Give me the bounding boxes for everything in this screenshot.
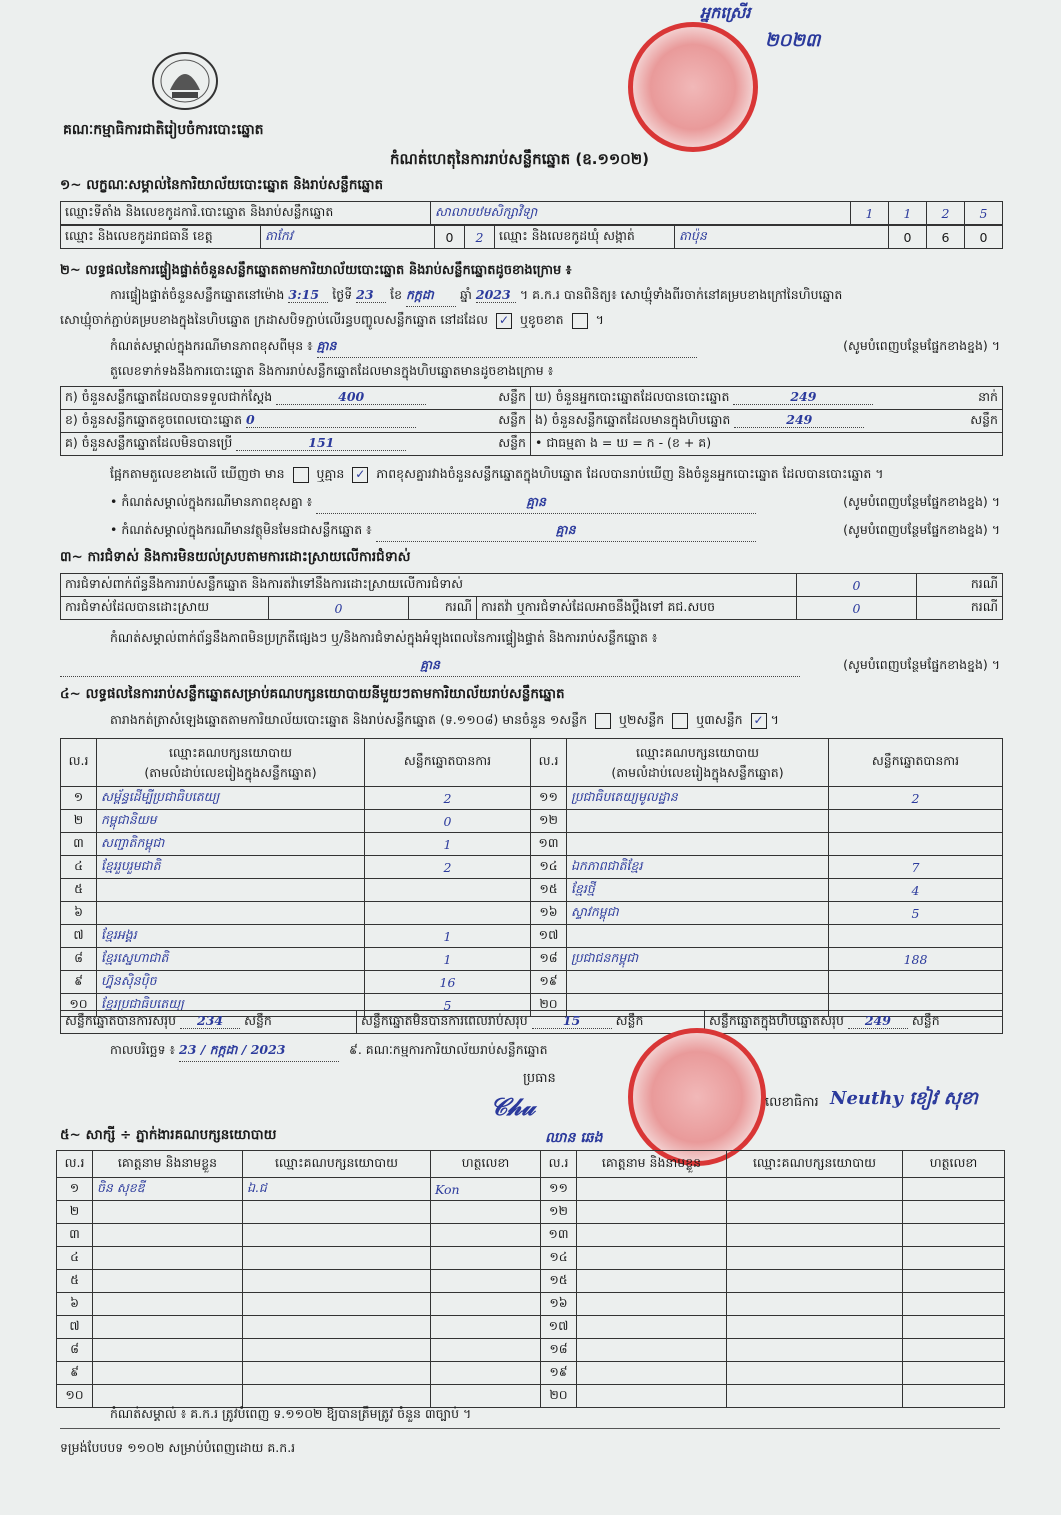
table-cell: គ) ចំនួនសន្លឹកឆ្នោតដែលមិនបានប្រើ 151 សន្លឹក [61,433,531,456]
table-cell [727,1201,903,1224]
commune-value: តាប៉ុន [675,226,889,249]
footnote: កំណត់សម្គាល់ ៖ គ.ក.រ ត្រូវបំពេញ ទ.១១០២ ឱ្យបានត្រឹមត្រូវ ចំនួន ៣ច្បាប់ ។ [110,1406,472,1421]
table-cell: ឯកភាពជាតិខ្មែរ [567,856,829,879]
table-cell: ខ្មែររួបរួមជាតិ [97,856,365,879]
table-cell [93,1362,243,1385]
table-cell: ១៨ [541,1339,577,1362]
col-no: ល.រ [61,739,97,787]
table-cell [577,1247,727,1270]
station-name-label: ឈ្មោះទីតាំង និងលេខកូដការិ.បោះឆ្នោត និងរាប់សន្លឹកឆ្នោត [61,202,431,225]
section5-title: ៥~ សាក្សី ÷ ភ្នាក់ងារគណបក្សនយោបាយ [60,1127,277,1143]
table-row [61,948,1003,971]
appeal-value: 0 [797,597,917,620]
complaints-label: ការជំទាស់ពាក់ព័ន្ធនឹងការរាប់សន្លឹកឆ្នោត និងការតវ៉ាទៅនឹងការដោះស្រាយលើការជំទាស់ [61,574,797,597]
table-cell [431,1385,541,1408]
table-cell [727,1339,903,1362]
table-cell: ១ [57,1178,93,1201]
table-cell: ខ) ចំនួនសន្លឹកឆ្នោតខូចពេលបោះឆ្នោត 0 សន្លឹក [61,410,531,433]
voters-value: 249 [733,389,873,405]
table-cell [243,1224,431,1247]
date-line: កាលបរិច្ឆេទ ៖ 23 / កក្កដា / 2023 ៩. គណៈកម្មការការិយាល័យរាប់សន្លឹកឆ្នោត [110,1042,548,1062]
table-row [61,925,1003,948]
witnesses-table [56,1150,1005,1408]
table-cell [93,1316,243,1339]
table-cell: ១១ [541,1178,577,1201]
table-cell: ករណី [917,597,1003,620]
col-sign: ហត្ថលេខា [903,1151,1005,1178]
table-cell: កម្ពុជានិយម [97,810,365,833]
table-cell [727,1293,903,1316]
verification-month: កក្កដា [406,287,456,307]
col-no: ល.រ [57,1151,93,1178]
table-row [57,1339,1005,1362]
station-code-digit: 1 [889,202,927,225]
table-row [57,1178,1005,1201]
section3-note-line: គ្មាន (សូមបំពេញបន្ថែមផ្នែកខាងខ្នង) ។ [60,657,1000,677]
table-cell: ៤ [61,856,97,879]
table-cell [431,1293,541,1316]
table-cell [567,971,829,994]
table-cell: សន្លឹកឆ្នោតបានការសរុប 234 សន្លឹក [61,1011,357,1034]
total-invalid-value: 15 [532,1013,612,1029]
table-cell: ១០ [57,1385,93,1408]
table-cell: ៤ [57,1247,93,1270]
table-cell [577,1316,727,1339]
table-cell: 1 [365,925,531,948]
verification-year: 2023 [476,287,516,303]
table-cell: ៧ [61,925,97,948]
tally-sheets-line: តារាងកត់ត្រាសំឡេងឆ្នោតតាមការិយាល័យបោះឆ្នោត និងរាប់សន្លឹកឆ្នោត (ទ.១១០៨) មានចំនួន ១សន្លឹក ឬ២សន្លឹក ឬ៣សន្លឹក ✓ ។ [110,712,779,727]
table-row [61,833,1003,856]
table-cell: សញ្ជាតិកម្ពុជា [97,833,365,856]
section3-title: ៣~ ការជំទាស់ និងការមិនយល់ស្របតាមការដោះស្រាយលើការជំទាស់ [60,549,411,565]
table-row [57,1385,1005,1408]
table-cell [577,1293,727,1316]
complaints-value: 0 [797,574,917,597]
station-identity-table [60,201,1003,225]
section3-note-label: កំណត់សម្គាល់ពាក់ព័ន្ធនឹងភាពមិនប្រក្រតីផ្សេងៗ ឬ/និងការជំទាស់ក្នុងអំឡុងពេលនៃការផ្ទៀងផ្ទាត់ និងការរាប់សន្លឹកឆ្នោត ៖ [110,630,658,645]
table-cell: ១៤ [541,1247,577,1270]
section1-title: ១~ លក្ខណៈសម្គាល់នៃការិយាល័យបោះឆ្នោត និងរាប់សន្លឹកឆ្នោត [60,177,384,193]
province-code-digit: 0 [435,226,465,249]
col-party: ឈ្មោះគណបក្សនយោបាយ (តាមលំដាប់លេខរៀងក្នុងសន្លឹកឆ្នោត) [97,739,365,787]
table-cell [577,1339,727,1362]
handwritten-date: ២០២៣ [765,30,821,51]
col-no: ល.រ [531,739,567,787]
col-sign: ហត្ថលេខា [431,1151,541,1178]
table-cell: ២០ [541,1385,577,1408]
table-cell [577,1362,727,1385]
table-cell: 2 [365,856,531,879]
table-cell: 1 [365,833,531,856]
table-cell: 2 [829,787,1003,810]
verification-time: 3:15 [288,287,328,303]
table-cell: ៥ [57,1270,93,1293]
table-cell: ង) ចំនួនសន្លឹកឆ្នោតដែលមានក្នុងហិបឆ្នោត 249 សន្លឹក [531,410,1003,433]
chair-label: ប្រធាន [523,1071,556,1086]
emblem-logo [150,50,220,112]
table-cell: ១៤ [531,856,567,879]
handwritten-note: អ្នកស្រើរ [700,3,751,22]
table-cell: ១៦ [531,902,567,925]
section4-title: ៤~ លទ្ធផលនៃការរាប់សន្លឹកឆ្នោតសម្រាប់គណបក្សនយោបាយនីមួយៗតាមការិយាល័យរាប់សន្លឹកឆ្នោត [60,686,565,702]
commune-code-digit: 6 [927,226,965,249]
has-difference-checkbox[interactable] [293,467,309,483]
verification-day: 23 [356,287,386,303]
totals-table [60,1010,1003,1034]
table-cell: ខ្មែរប្រជាធិបតេយ្យ [97,994,365,1017]
table-row [57,1293,1005,1316]
figures-intro: តួលេខទាក់ទងនឹងការបោះឆ្នោត និងការរាប់សន្លឹកឆ្នោតដែលមានក្នុងហិបឆ្នោតមានដូចខាងក្រោម ៖ [110,363,554,378]
table-cell: ១៦ [541,1293,577,1316]
commune-label: ឈ្មោះ និងលេខកូដឃុំ សង្កាត់ [495,226,675,249]
total-valid-value: 234 [180,1013,240,1029]
table-row [61,810,1003,833]
table-cell: ១៣ [531,833,567,856]
table-cell [93,1270,243,1293]
table-cell: Kon [431,1178,541,1201]
table-cell: សន្លឹកឆ្នោតមិនបានការពេលរាប់សរុប 15 សន្លឹក [357,1011,705,1034]
appeal-label: ការតវ៉ា ឬការជំទាស់ដែលអាចនឹងប្តឹងទៅ គជ.សបច [477,597,797,620]
table-cell [93,1201,243,1224]
table-cell [727,1385,903,1408]
col-name: គោត្តនាម និងនាមខ្លួន [577,1151,727,1178]
note1-value: គ្មាន [317,338,697,358]
total-box-value: 249 [848,1013,908,1029]
table-row [57,1247,1005,1270]
station-code-digit: 2 [927,202,965,225]
table-cell [903,1339,1005,1362]
note2-value: គ្មាន [316,494,756,514]
table-cell: ១៣ [541,1224,577,1247]
table-cell [365,902,531,925]
commune-code-digit: 0 [889,226,927,249]
table-cell [243,1316,431,1339]
table-cell [431,1339,541,1362]
table-cell [243,1293,431,1316]
table-cell [577,1201,727,1224]
table-cell [243,1247,431,1270]
table-cell [727,1270,903,1293]
table-cell: ឯ.ជ [243,1178,431,1201]
province-value: តាកែវ [261,226,435,249]
table-cell [903,1224,1005,1247]
table-row [57,1362,1005,1385]
table-cell: ៨ [61,948,97,971]
table-cell [567,810,829,833]
date-value: 23 / កក្កដា / 2023 [179,1042,339,1062]
table-cell [903,1316,1005,1339]
table-cell [829,925,1003,948]
party-results-table [60,738,1003,1017]
table-cell [243,1201,431,1224]
table-cell: ខ្មែរថ្មី [567,879,829,902]
table-cell [567,833,829,856]
table-cell: ១៧ [541,1316,577,1339]
table-cell: ៦ [61,902,97,925]
table-cell: 1 [365,948,531,971]
table-cell: ៣ [61,833,97,856]
table-cell [903,1270,1005,1293]
table-row [57,1316,1005,1339]
table-cell: សម្ព័ន្ធដើម្បីប្រជាធិបតេយ្យ [97,787,365,810]
table-cell: ១ [61,787,97,810]
table-cell: ខ្មែរស្នេហាជាតិ [97,948,365,971]
table-cell: 7 [829,856,1003,879]
table-cell: ហ្វ៊ុនស៊ិនប៉ិច [97,971,365,994]
table-cell: ១២ [541,1201,577,1224]
table-cell [97,902,365,925]
intact-checkbox[interactable]: ✓ [496,313,512,329]
table-cell [727,1362,903,1385]
table-cell [93,1293,243,1316]
table-cell: ៨ [57,1339,93,1362]
table-cell [903,1178,1005,1201]
table-cell: ១៩ [541,1362,577,1385]
col-party: ឈ្មោះគណបក្សនយោបាយ (តាមលំដាប់លេខរៀងក្នុងសន្លឹកឆ្នោត) [567,739,829,787]
official-stamp-top [628,22,758,152]
commune-code-digit: 0 [965,226,1003,249]
table-cell [431,1224,541,1247]
col-no: ល.រ [541,1151,577,1178]
ballots-in-box-value: 249 [734,412,864,428]
table-cell [903,1293,1005,1316]
table-cell: 0 [365,810,531,833]
complaints-table [60,573,1003,620]
ballot-figures-table [60,386,1003,456]
note1-line: កំណត់សម្គាល់ក្នុងករណីមានភាពខុសពីមុន ៖ គ្មាន (សូមបំពេញបន្ថែមផ្នែកខាងខ្នង) ។ [110,338,1000,358]
note3-line: • កំណត់សម្គាល់ក្នុងករណីមានវត្ថុមិនមែនជាសន្លឹកឆ្នោត ៖ គ្មាន (សូមបំពេញបន្ថែមផ្នែកខាងខ្នង) ។ [110,522,1000,542]
formula: • ជាធម្មតា ង = ឃ = ក - (ខ + គ) [531,433,1003,456]
no-difference-checkbox[interactable]: ✓ [352,467,368,483]
table-cell: 188 [829,948,1003,971]
table-cell [829,810,1003,833]
table-cell: 2 [365,787,531,810]
table-row [61,879,1003,902]
document-title: កំណត់ហេតុនៃការរាប់សន្លឹកឆ្នោត (ឧ.១១០២) [390,150,650,168]
col-votes: សន្លឹកឆ្នោតបានការ [829,739,1003,787]
section2-title: ២~ លទ្ធផលនៃការផ្ទៀងផ្ទាត់ចំនួនសន្លឹកឆ្នោតតាមការិយាល័យបោះឆ្នោត និងរាប់សន្លឹកឆ្នោតដូចខាងក្រោម ៖ [60,263,572,278]
table-cell [431,1316,541,1339]
table-cell: ៥ [61,879,97,902]
verification-line: ការផ្ទៀងផ្ទាត់ចំនួនសន្លឹកឆ្នោតនៅម៉ោង 3:15 ថ្ងៃទី 23 ខែ កក្កដា ឆ្នាំ 2023 ។ គ.ក.រ បានពិនិត្យ៖ សោឃ្មុំទាំងពីរចាក់នៅគម្របខាងក្រៅនៃហិបឆ្នោត [110,287,842,307]
station-code-digit: 5 [965,202,1003,225]
secretary-signature: Neuthy ខៀវ សុខា [830,1088,978,1109]
table-cell: ប្រជាធិបតេយ្យមូលដ្ឋាន [567,787,829,810]
table-cell [431,1270,541,1293]
table-cell: ៩ [57,1362,93,1385]
note2-line: • កំណត់សម្គាល់ក្នុងករណីមានភាពខុសគ្នា ៖ គ្មាន (សូមបំពេញបន្ថែមផ្នែកខាងខ្នង) ។ [110,494,1000,514]
station-code-digit: 1 [851,202,889,225]
table-cell [577,1224,727,1247]
section3-note-value: គ្មាន [60,657,800,677]
table-cell: ចិន សុខឌី [93,1178,243,1201]
table-cell: ករណី [917,574,1003,597]
table-cell: ១០ [61,994,97,1017]
province-commune-table [60,225,1003,249]
form-reference: ទម្រង់បែបបទ ១១០២ សម្រាប់បំពេញដោយ គ.ក.រ [60,1440,296,1455]
table-row [61,902,1003,925]
table-cell: 16 [365,971,531,994]
table-row [61,971,1003,994]
table-cell: ៦ [57,1293,93,1316]
resolved-value: 0 [269,597,409,620]
three-sheets-checkbox[interactable]: ✓ [751,713,767,729]
col-party: ឈ្មោះគណបក្សនយោបាយ [243,1151,431,1178]
table-cell: ប្រជាជនកម្ពុជា [567,948,829,971]
table-cell: សន្លឹកឆ្នោតក្នុងហិបឆ្នោតសរុប 249 សន្លឹក [705,1011,1003,1034]
province-code-digit: 2 [465,226,495,249]
table-cell: ខ្មែរអង្គរ [97,925,365,948]
table-cell [431,1201,541,1224]
table-cell [577,1270,727,1293]
table-cell: ១៩ [531,971,567,994]
table-cell [243,1385,431,1408]
spoiled-ballots-value: 0 [246,412,416,428]
note3-value: គ្មាន [376,522,756,542]
table-cell [243,1270,431,1293]
table-cell [243,1362,431,1385]
org-name: គណៈកម្មាធិការជាតិរៀបចំការបោះឆ្នោត [63,122,264,138]
table-cell: 5 [829,902,1003,925]
secretary-label: លេខាធិការ [765,1095,819,1110]
table-cell: ១៥ [541,1270,577,1293]
table-cell: ៧ [57,1316,93,1339]
table-cell [903,1247,1005,1270]
table-cell [727,1247,903,1270]
received-ballots-value: 400 [276,389,426,405]
table-cell: ១៨ [531,948,567,971]
one-sheet-checkbox[interactable] [595,713,611,729]
compare-line: ផ្អែកតាមតួលេខខាងលើ ឃើញថា មាន ឬគ្មាន ✓ ភាពខុសគ្នារវាងចំនួនសន្លឹកឆ្នោតក្នុងហិបឆ្នោត ដែលបានរាប់ឃើញ និងចំនួនអ្នកបោះឆ្នោត ដែលបានបោះឆ្នោត ។ [110,466,884,481]
table-row [57,1201,1005,1224]
table-cell [97,879,365,902]
table-cell: ស្ទាវកម្ពុជា [567,902,829,925]
table-cell: ១២ [531,810,567,833]
table-row [61,856,1003,879]
table-cell: 4 [829,879,1003,902]
table-row [57,1224,1005,1247]
resolved-label: ការជំទាស់ដែលបានដោះស្រាយ [61,597,269,620]
unused-ballots-value: 151 [236,435,406,451]
table-row [61,787,1003,810]
footer-divider [60,1428,1000,1429]
table-cell [243,1339,431,1362]
table-cell [93,1247,243,1270]
damaged-checkbox[interactable] [572,313,588,329]
table-cell: ៩ [61,971,97,994]
table-cell [567,925,829,948]
table-cell: ១៥ [531,879,567,902]
table-cell: ២០ [531,994,567,1017]
table-cell: ឃ) ចំនួនអ្នកបោះឆ្នោតដែលបានបោះឆ្នោត 249 នាក់ [531,387,1003,410]
table-cell [903,1201,1005,1224]
table-cell [93,1339,243,1362]
table-cell: ករណី [409,597,477,620]
table-cell [903,1362,1005,1385]
table-cell [577,1385,727,1408]
table-cell [727,1316,903,1339]
table-cell [829,833,1003,856]
station-name-value: សាលាបឋមសិក្សាវិទ្យា [431,202,851,225]
table-cell [829,971,1003,994]
province-label: ឈ្មោះ និងលេខកូដរាជធានី ខេត្ត [61,226,261,249]
seal-check-line: សោឃ្មុំចាក់ភ្ជាប់គម្របខាងក្នុងនៃហិបឆ្នោត ក្រដាសបិទភ្ជាប់លើរន្ធបញ្ចូលសន្លឹកឆ្នោត នៅដដែល ✓ ឬខូចខាត ។ [60,312,604,327]
col-votes: សន្លឹកឆ្នោតបានការ [365,739,531,787]
official-stamp-committee [628,1028,766,1166]
table-cell [93,1385,243,1408]
table-cell [93,1224,243,1247]
two-sheets-checkbox[interactable] [672,713,688,729]
table-cell: ១១ [531,787,567,810]
col-party: ឈ្មោះគណបក្សនយោបាយ [727,1151,903,1178]
table-cell [727,1224,903,1247]
chair-signature: 𝒞𝒽𝓊 [490,1092,535,1121]
table-cell: ៣ [57,1224,93,1247]
table-row [57,1270,1005,1293]
chair-name: ឈាន ឆេង [545,1130,603,1146]
table-cell [727,1178,903,1201]
table-cell [903,1385,1005,1408]
col-name: គោត្តនាម និងនាមខ្លួន [93,1151,243,1178]
table-cell: ២ [57,1201,93,1224]
table-cell: 5 [365,994,531,1017]
table-cell: ក) ចំនួនសន្លឹកឆ្នោតដែលបានទទួលជាក់ស្តែង 400 សន្លឹក [61,387,531,410]
table-cell [365,879,531,902]
table-cell [431,1247,541,1270]
table-cell: ១៧ [531,925,567,948]
table-cell [431,1362,541,1385]
table-cell: ២ [61,810,97,833]
table-cell [577,1178,727,1201]
